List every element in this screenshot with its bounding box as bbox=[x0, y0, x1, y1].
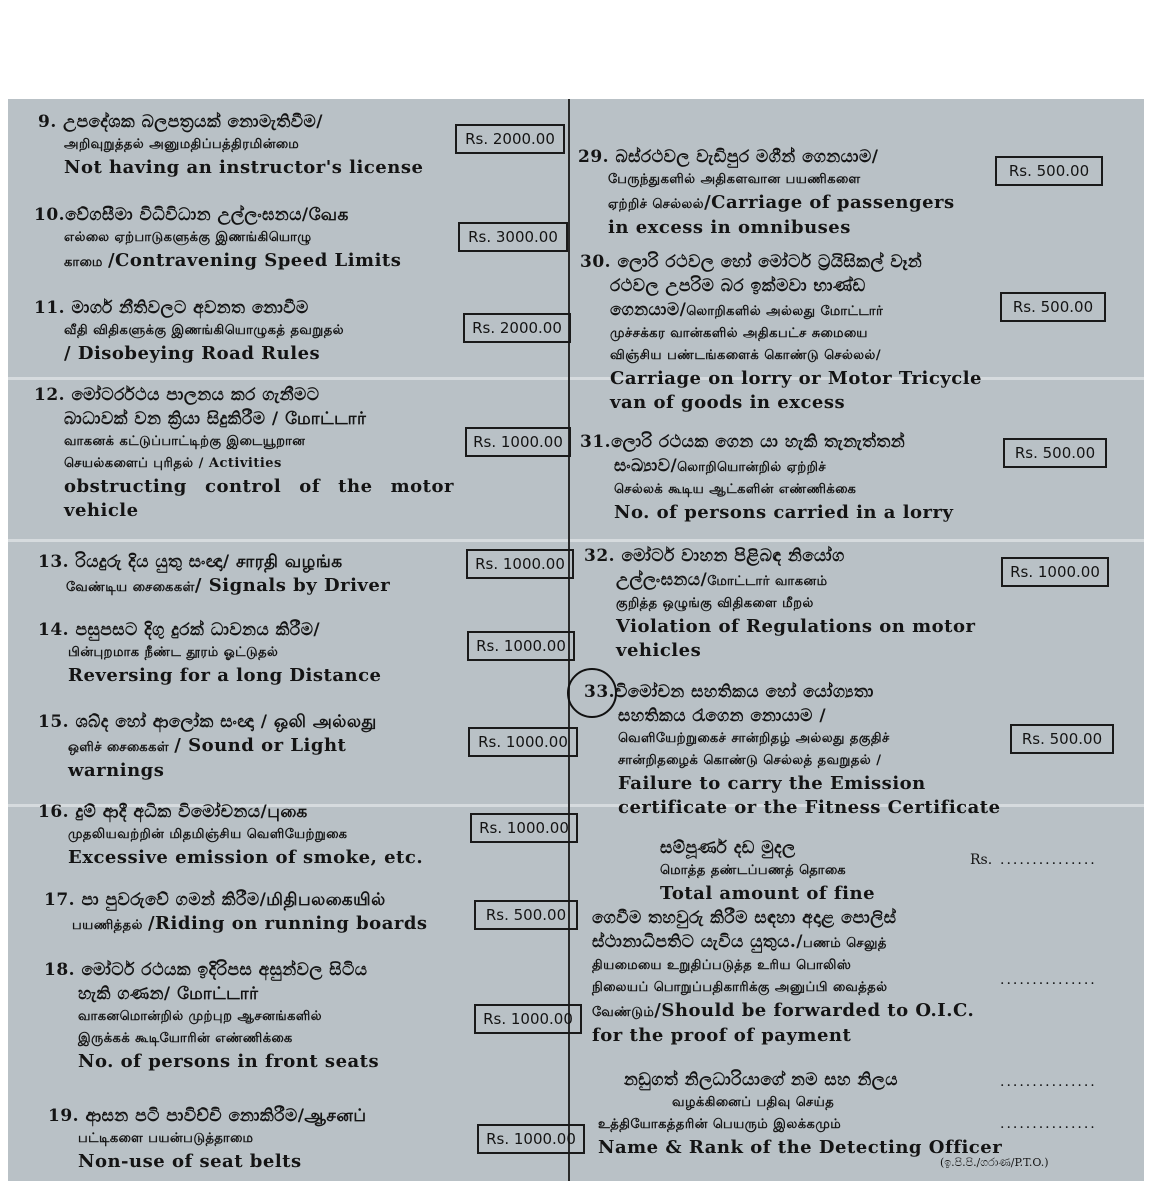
item-english: Non-use of seat belts bbox=[78, 1151, 302, 1172]
item-sinhala: වේගසීමා විධිවිධාන උල්ලංඝනය/வேக bbox=[65, 205, 349, 225]
fine-amount-14: Rs. 1000.00 bbox=[467, 631, 575, 661]
item-english: Not having an instructor's license bbox=[64, 157, 424, 178]
item-english: obstructing control of the motor bbox=[64, 476, 454, 497]
item-tamil: பேருந்துகளில் அதிகளவான பயணிகளை bbox=[608, 172, 861, 187]
item-sinhala: පා පුවරුවේ ගමන් කිරීම/மிதிபலகையில் bbox=[81, 890, 386, 910]
total-amount-blank: ............... bbox=[1000, 852, 1097, 868]
item-tamil: அறிவுறுத்தல் அனுமதிப்பத்திரமின்மை bbox=[64, 137, 300, 152]
fine-amount-10: Rs. 3000.00 bbox=[458, 222, 568, 252]
total-currency: Rs. bbox=[970, 852, 993, 868]
fine-amount-17: Rs. 500.00 bbox=[474, 900, 578, 930]
item-sinhala: උල්ලංඝනය/ bbox=[616, 570, 708, 590]
item-sinhala: මෝටර්රථය පාලනය කර ගැනීමට bbox=[71, 385, 320, 405]
item-sinhala: බාධාවක් වන ක්‍රියා සිදුකිරීම / மோட்டார் bbox=[64, 409, 367, 429]
item-tamil: குறித்த ஒழுங்கு விதிகளை மீறல் bbox=[616, 596, 814, 611]
offence-item-12 bbox=[34, 383, 454, 523]
fold-line bbox=[8, 539, 1144, 542]
item-english: / Sound or Light bbox=[174, 735, 347, 756]
fine-amount-18: Rs. 1000.00 bbox=[474, 1004, 582, 1034]
item-sinhala: රියදුරු දිය යුතු සංඥා/ சாரதி வழங்க bbox=[75, 552, 343, 572]
offence-item-14 bbox=[38, 618, 458, 688]
forward-tamil: பணம் செலுத் bbox=[802, 936, 887, 951]
item-tamil: வேண்டிய சைகைகள் bbox=[66, 580, 195, 595]
item-tamil: மோட்டார் வாகனம் bbox=[707, 574, 828, 589]
item-tamil: செயல்களைப் புரிதல் / Activities bbox=[64, 456, 282, 471]
item-english: certificate or the Fitness Certificate bbox=[618, 797, 1001, 818]
fine-amount-13: Rs. 1000.00 bbox=[466, 549, 574, 579]
item-tamil: பயணித்தல் bbox=[72, 918, 143, 933]
item-sinhala: බස්රථවල වැඩිපුර මගීන් ගෙනයාම/ bbox=[615, 147, 879, 167]
item-tamil: பின்புறமாக நீண்ட தூரம் ஓட்டுதல் bbox=[68, 645, 279, 660]
item-number: 18. bbox=[44, 960, 76, 980]
item-sinhala: රථවල උපරිම බර ඉක්මවා භාණ්ඩ bbox=[610, 276, 866, 296]
offence-item-11 bbox=[34, 296, 454, 366]
item-sinhala: ලොරි රථවල හෝ මෝටර් ට්‍රයිසිකල් වෑන් bbox=[617, 252, 923, 272]
offence-item-31 bbox=[580, 430, 984, 525]
item-number: 17. bbox=[44, 890, 76, 910]
fine-amount-29: Rs. 500.00 bbox=[995, 156, 1103, 186]
item-english: Excessive emission of smoke, etc. bbox=[68, 847, 424, 868]
item-tamil: இருக்கக் கூடியோரின் எண்ணிக்கை bbox=[78, 1031, 293, 1046]
item-sinhala: උපදේශක බලපත්‍රයක් නොමැතිවීම/ bbox=[63, 112, 323, 132]
item-number: 12. bbox=[34, 385, 66, 405]
item-english: warnings bbox=[68, 760, 165, 781]
fine-amount-33: Rs. 500.00 bbox=[1010, 724, 1114, 754]
offence-item-9 bbox=[38, 110, 448, 180]
item-sinhala: මෝටර් වාහන පිළිබඳ නියෝග bbox=[621, 546, 845, 566]
forward-instruction bbox=[592, 906, 986, 1048]
officer-rank-blank: ............... bbox=[1000, 1116, 1097, 1132]
item-tamil: வாகனமொன்றில் முற்புற ஆசனங்களில் bbox=[78, 1009, 323, 1024]
item-sinhala: ගෙනයාම/ bbox=[610, 300, 687, 320]
total-english: Total amount of fine bbox=[660, 883, 876, 904]
item-tamil: எல்லை ஏற்பாடுகளுக்கு இணங்கியொழு bbox=[64, 230, 312, 245]
item-tamil: முச்சக்கர வான்களில் அதிகபட்ச சுமையை bbox=[610, 326, 868, 341]
item-tamil: ஒளிச் சைகைகள் bbox=[68, 740, 170, 755]
item-number: 32. bbox=[584, 546, 616, 566]
offence-item-30 bbox=[580, 250, 984, 415]
fine-amount-19: Rs. 1000.00 bbox=[477, 1124, 585, 1154]
item-tamil: வாகனக் கட்டுப்பாட்டிற்கு இடையூறான bbox=[64, 434, 306, 449]
item-english: / Disobeying Road Rules bbox=[64, 343, 321, 364]
offence-item-33 bbox=[584, 680, 1001, 820]
officer-block bbox=[598, 1068, 1003, 1160]
item-number: 29. bbox=[578, 147, 610, 167]
item-english: van of goods in excess bbox=[610, 392, 846, 413]
item-sinhala: ලොරි රථයක ගෙන යා හැකි තැනැත්තන් bbox=[611, 432, 906, 452]
forward-blank: ............... bbox=[1000, 972, 1097, 988]
offence-item-10 bbox=[34, 203, 452, 274]
item-english: Violation of Regulations on motor bbox=[616, 616, 976, 637]
offence-item-32 bbox=[584, 544, 988, 663]
item-english: vehicle bbox=[64, 500, 139, 521]
item-number: 19. bbox=[48, 1106, 80, 1126]
item-sinhala: සහතිකය රැගෙන නොයාම / bbox=[618, 706, 827, 726]
item-tamil: லொறிகளில் அல்லது மோட்டார் bbox=[686, 304, 884, 319]
total-fine-block bbox=[660, 836, 1000, 906]
fine-amount-30: Rs. 500.00 bbox=[1000, 292, 1106, 322]
item-number: 31. bbox=[580, 432, 612, 452]
item-english: Reversing for a long Distance bbox=[68, 665, 382, 686]
item-tamil: பட்டிகளை பயன்படுத்தாமை bbox=[78, 1131, 254, 1146]
forward-tamil: நிலையப் பொறுப்பதிகாரிக்கு அனுப்பி வைத்தல் bbox=[592, 980, 888, 995]
item-sinhala: ආසන පටි පාවිච්චි නොකිරීම/ஆசனப் bbox=[85, 1106, 367, 1126]
forward-tamil: வேண்டும் bbox=[592, 1005, 655, 1020]
item-tamil: காமை bbox=[64, 255, 103, 270]
fine-amount-16: Rs. 1000.00 bbox=[470, 813, 578, 843]
offence-item-18 bbox=[44, 958, 468, 1074]
item-english: /Carriage of passengers bbox=[704, 192, 955, 213]
item-english: vehicles bbox=[616, 640, 702, 661]
item-number: 33. bbox=[584, 682, 616, 702]
item-tamil: லொறியொன்றில் ஏற்றிச் bbox=[677, 460, 827, 475]
forward-sinhala: ගෙවීම තහවුරු කිරීම සඳහා අදාළ පොලිස් bbox=[592, 908, 897, 928]
forward-sinhala: ස්ථානාධිපතිට යැවිය යුතුය./ bbox=[592, 932, 803, 952]
item-number: 10. bbox=[34, 205, 66, 225]
item-tamil: வெளியேற்றுகைச் சான்றிதழ் அல்லது தகுதிச் bbox=[618, 731, 890, 746]
total-sinhala: සම්පූර්ණ දඩ මුදල bbox=[660, 838, 796, 858]
fine-amount-9: Rs. 2000.00 bbox=[455, 124, 565, 154]
item-english: / Signals by Driver bbox=[194, 575, 391, 596]
item-english: No. of persons carried in a lorry bbox=[614, 502, 954, 523]
fine-amount-32: Rs. 1000.00 bbox=[1001, 557, 1109, 587]
item-tamil: சான்றிதழைக் கொண்டு செல்லத் தவறுதல் / bbox=[618, 753, 882, 768]
offence-item-19 bbox=[48, 1104, 468, 1174]
item-tamil: ஏற்றிச் செல்லல் bbox=[608, 197, 705, 212]
item-english: Failure to carry the Emission bbox=[618, 773, 926, 794]
fine-amount-15: Rs. 1000.00 bbox=[468, 727, 578, 757]
item-number: 13. bbox=[38, 552, 70, 572]
forward-english: for the proof of payment bbox=[592, 1025, 852, 1046]
item-sinhala: ශබ්ද හෝ ආලෝක සංඥා / ஒலி அல்லது bbox=[75, 712, 377, 732]
item-sinhala: සංඛ්‍යාව/ bbox=[614, 456, 678, 476]
item-sinhala: විමෝචන සහතිකය හෝ යෝග්‍යතා bbox=[615, 682, 874, 702]
item-tamil: செல்லக் கூடிய ஆட்களின் எண்ணிக்கை bbox=[614, 482, 857, 497]
item-english: /Contravening Speed Limits bbox=[107, 250, 402, 271]
fine-amount-12: Rs. 1000.00 bbox=[465, 427, 571, 457]
item-sinhala: පසුපසට දිගු දුරක් ධාවනය කිරීම/ bbox=[75, 620, 321, 640]
item-sinhala: මාර්ග නීතිවලට අවනත නොවීම bbox=[71, 298, 309, 318]
item-number: 14. bbox=[38, 620, 70, 640]
total-tamil: மொத்த தண்டப்பணத் தொகை bbox=[660, 863, 847, 878]
item-number: 11. bbox=[34, 298, 66, 318]
item-english: No. of persons in front seats bbox=[78, 1051, 380, 1072]
officer-name-blank: ............... bbox=[1000, 1074, 1097, 1090]
offence-item-29 bbox=[578, 145, 982, 240]
officer-sinhala: නඩුගත් නිලධාරියාගේ නම සහ නිලය bbox=[624, 1070, 898, 1090]
offence-item-15 bbox=[38, 710, 462, 783]
offence-item-16 bbox=[38, 800, 462, 870]
item-tamil: விஞ்சிய பண்டங்களைக் கொண்டு செல்லல்/ bbox=[610, 348, 882, 363]
item-sinhala: මෝටර් රථයක ඉදිරිපස අසුන්වල සිටිය bbox=[81, 960, 368, 980]
offence-item-13 bbox=[38, 550, 458, 599]
item-number: 15. bbox=[38, 712, 70, 732]
item-number: 9. bbox=[38, 112, 57, 132]
page-footer-pto: (ඉ.පි.පි./ගරාණ/P.T.O.) bbox=[940, 1156, 1049, 1169]
item-sinhala: දුම් ආදී අධික විමෝචනය/புகை bbox=[75, 802, 308, 822]
officer-tamil: உத்தியோகத்தரின் பெயரும் இலக்கமும் bbox=[598, 1117, 842, 1132]
item-number: 16. bbox=[38, 802, 70, 822]
item-tamil: முதலியவற்றின் மிதமிஞ்சிய வெளியேற்றுகை bbox=[68, 827, 348, 842]
item-english: /Riding on running boards bbox=[147, 913, 428, 934]
item-sinhala: හැකි ගණන/ மோட்டார் bbox=[78, 984, 259, 1004]
item-english: Carriage on lorry or Motor Tricycle bbox=[610, 368, 982, 389]
item-english: in excess in omnibuses bbox=[608, 217, 851, 238]
fine-amount-31: Rs. 500.00 bbox=[1003, 438, 1107, 468]
officer-tamil: வழக்கினைப் பதிவு செய்த bbox=[672, 1095, 835, 1110]
forward-tamil: தியமையை உறுதிப்படுத்த உரிய பொலிஸ் bbox=[592, 958, 852, 973]
offence-item-17 bbox=[44, 888, 464, 937]
officer-english: Name & Rank of the Detecting Officer bbox=[598, 1137, 1003, 1158]
fine-amount-11: Rs. 2000.00 bbox=[463, 313, 571, 343]
item-tamil: வீதி விதிகளுக்கு இணங்கியொழுகத் தவறுதல் bbox=[64, 323, 344, 338]
forward-english: /Should be forwarded to O.I.C. bbox=[654, 1000, 975, 1021]
item-number: 30. bbox=[580, 252, 612, 272]
